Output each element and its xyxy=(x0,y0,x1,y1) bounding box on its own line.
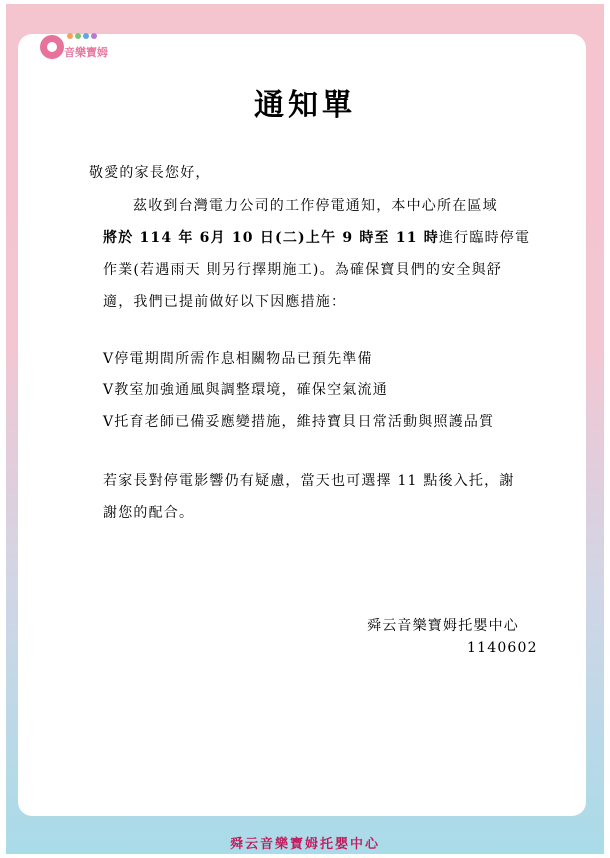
measure-item: V停電期間所需作息相關物品已預先準備 xyxy=(103,351,373,367)
closing-line2: 謝您的配合。 xyxy=(103,505,195,521)
signature-org: 舜云音樂寶姆托嬰中心 xyxy=(367,618,519,634)
greeting: 敬愛的家長您好， xyxy=(89,165,211,181)
footer-org-name: 舜云音樂寶姆托嬰中心 xyxy=(229,837,380,852)
outage-time-bold: 將於 114 年 6月 10 日(二)上午 9 時至 11 時 xyxy=(103,230,439,246)
paragraph1-line4: 適，我們已提前做好以下因應措施： xyxy=(103,294,347,310)
paragraph1-line2 xyxy=(103,227,530,247)
closing-line1: 若家長對停電影響仍有疑慮，當天也可選擇 11 點後入托，謝 xyxy=(103,473,515,489)
outage-time-rest: 進行臨時停電 xyxy=(438,230,531,246)
measure-item: V教室加強通風與調整環境，確保空氣流通 xyxy=(103,382,388,398)
measure-item: V托育老師已備妥應變措施，維持寶貝日常活動與照護品質 xyxy=(103,414,495,430)
signature-date: 1140602 xyxy=(467,640,538,656)
paragraph1-line3: 作業(若遇雨天 則另行擇期施工)。為確保寶貝們的安全與舒 xyxy=(103,262,502,278)
svg-text:音樂寶姆: 音樂寶姆 xyxy=(64,46,108,59)
document-title: 通知單 xyxy=(254,88,356,123)
paragraph1-line1: 茲收到台灣電力公司的工作停電通知，本中心所在區域 xyxy=(133,198,498,214)
